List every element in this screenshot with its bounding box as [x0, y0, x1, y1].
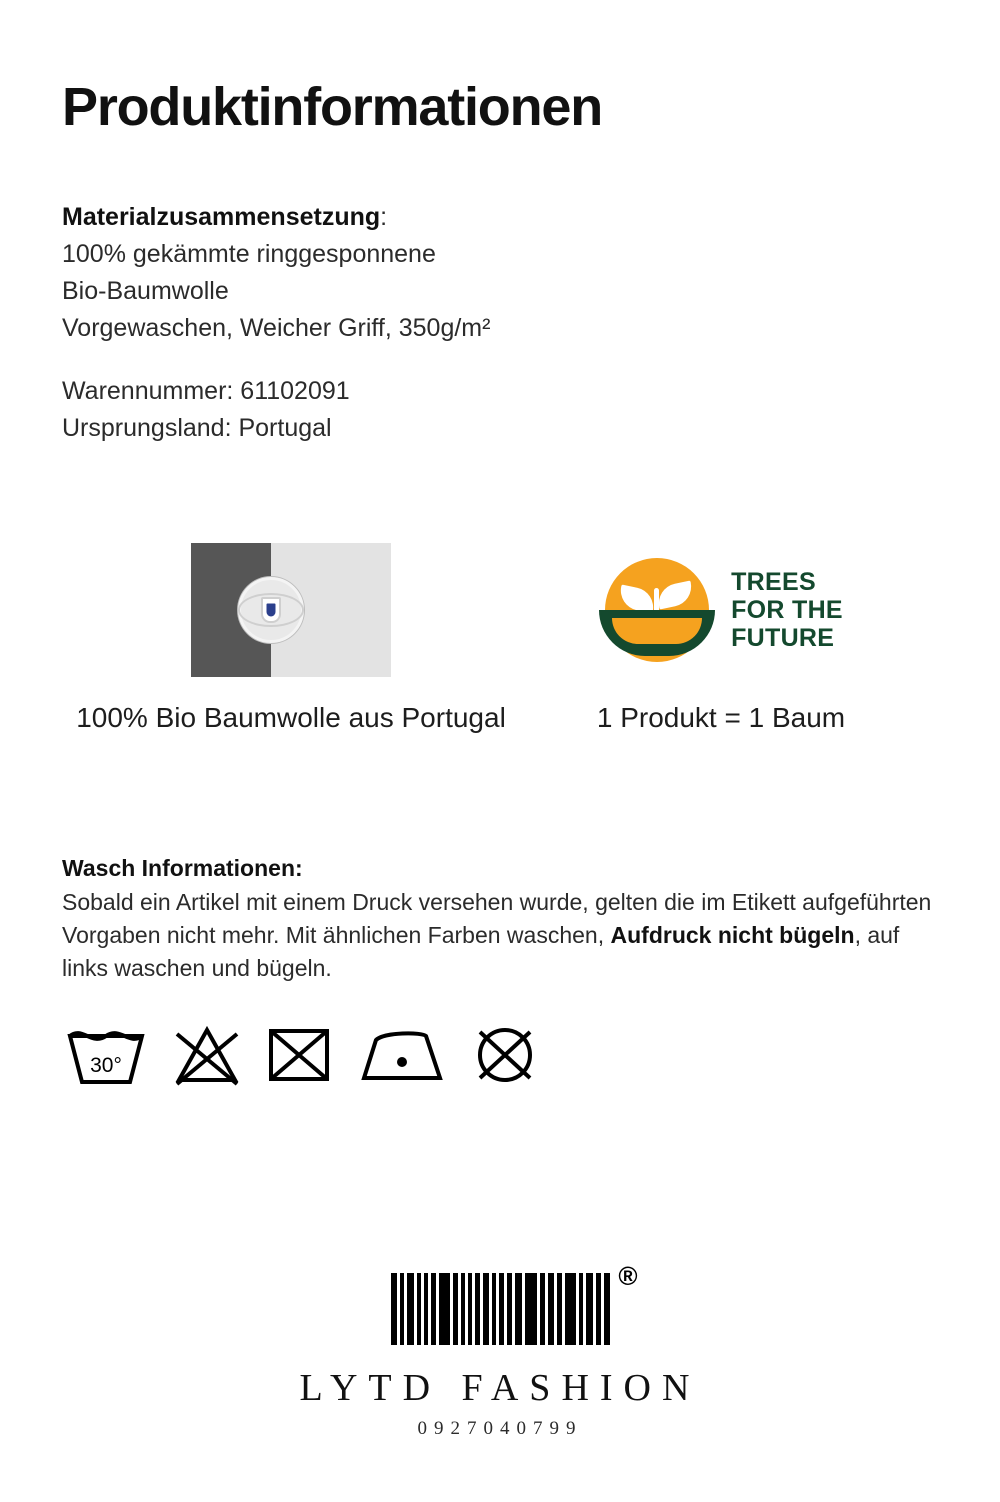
badge-organic-cotton-portugal: [76, 543, 506, 737]
material-heading: Materialzusammensetzung: [62, 203, 381, 232]
tfft-mark-icon: [599, 558, 715, 662]
tfft-wordmark: [731, 568, 843, 652]
wash-text-emphasis: Aufdruck nicht bügeln: [610, 921, 855, 948]
material-composition-block: [62, 199, 938, 447]
registered-trademark-symbol: ®: [618, 1261, 638, 1291]
portugal-flag-icon: [191, 543, 391, 677]
do-not-bleach-icon: [172, 1022, 242, 1088]
barcode-bar: [565, 1273, 576, 1345]
tfft-word-2: FOR THE: [731, 596, 843, 625]
iron-low-heat-icon: [356, 1022, 448, 1088]
wash-information-section: [62, 855, 938, 1088]
do-not-dry-clean-icon: [472, 1022, 538, 1088]
hand-icon: [599, 610, 715, 656]
page-title: Produktinformationen: [62, 77, 602, 137]
badges-row: [62, 543, 938, 737]
material-line-3: Vorgewaschen, Weicher Griff, 350g/m²: [62, 314, 491, 343]
care-symbols-row: [62, 1022, 938, 1088]
material-line-1: 100% gekämmte ringgesponnene: [62, 240, 436, 269]
material-heading-line: [62, 199, 938, 236]
tfft-word-1: TREES: [731, 568, 816, 597]
barcode-bar: [515, 1273, 522, 1345]
barcode: [391, 1273, 610, 1345]
material-line-2: Bio-Baumwolle: [62, 277, 229, 306]
material-spacer: [62, 347, 938, 373]
tfft-word-3: FUTURE: [731, 624, 835, 653]
badge-one-product-one-tree: [506, 543, 936, 737]
badge-caption-one-tree: 1 Produkt = 1 Baum: [596, 702, 846, 734]
barcode-wrapper: [391, 1261, 638, 1345]
wash-information-title: Wasch Informationen:: [62, 855, 303, 882]
brand-number: 0927040799: [417, 1418, 583, 1439]
barcode-bar: [439, 1273, 450, 1345]
wash-text-part-1: Sobald ein Artikel mit einem Druck versehen wurde, gelten die im Etikett aufgeführten Vorgaben nicht mehr. Mit ähnlichen Farben waschen,: [62, 889, 932, 948]
flag-armillary-sphere: [238, 577, 304, 643]
trees-for-the-future-logo: [599, 543, 843, 677]
wash-information-text: [62, 886, 938, 984]
material-heading-colon: :: [380, 203, 388, 232]
wash-text-part-2: , auf links waschen und bügeln.: [62, 921, 900, 981]
barcode-bar: [586, 1273, 593, 1345]
wash-temperature-label: 30°: [90, 1054, 122, 1078]
badge-caption-organic-cotton: 100% Bio Baumwolle aus Portugal: [76, 702, 506, 734]
barcode-bar: [525, 1273, 537, 1345]
do-not-tumble-dry-icon: [266, 1022, 332, 1088]
flag-shield: [261, 597, 281, 623]
country-of-origin: Ursprungsland: Portugal: [62, 414, 332, 443]
barcode-bar: [407, 1273, 414, 1345]
brand-name: LYTD FASHION: [299, 1367, 701, 1409]
brand-block: [0, 1261, 1000, 1440]
barcode-bar: [604, 1273, 610, 1345]
article-number: Warennummer: 61102091: [62, 377, 350, 406]
wash-30-degrees-icon: [64, 1022, 148, 1088]
